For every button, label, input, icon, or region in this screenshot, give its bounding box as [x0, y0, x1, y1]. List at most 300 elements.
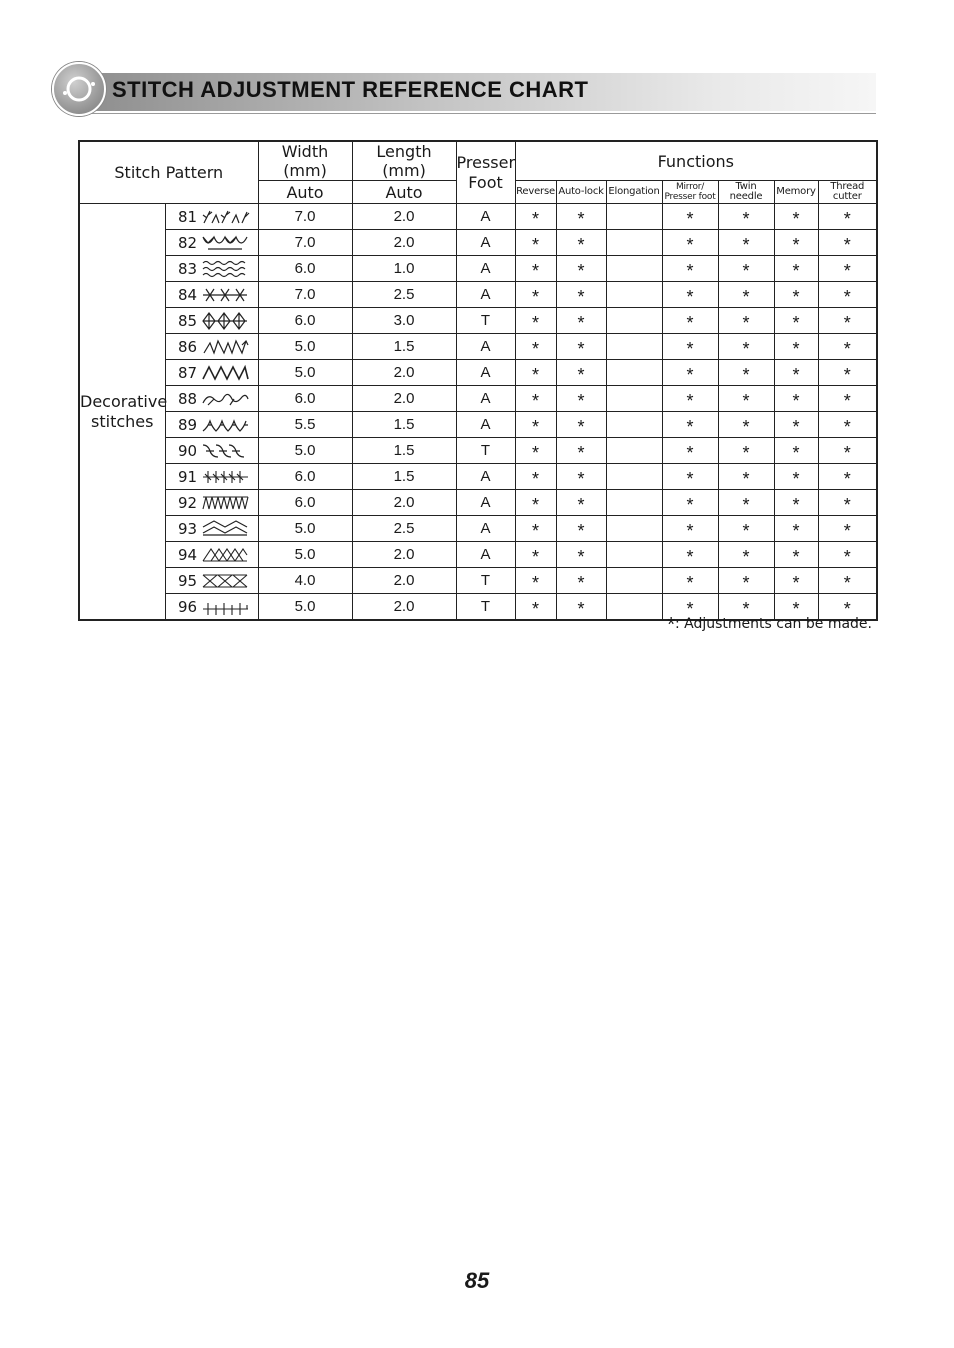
fn-mirror-cell: [662, 256, 718, 282]
pattern-cell: [165, 490, 258, 516]
fn-mirror-cell: [662, 568, 718, 594]
fn-twin-cell: [718, 308, 774, 334]
adjustable-mark: *: [532, 469, 540, 489]
adjustable-mark: *: [792, 521, 800, 541]
fn-thread-cell: [818, 464, 877, 490]
fn-memory-cell: [774, 490, 818, 516]
stitch-81-icon: [202, 207, 250, 227]
length-value: 2.0: [352, 542, 456, 568]
fn-mirror-label-1: Mirror/: [675, 182, 705, 192]
adjustable-mark: *: [742, 573, 750, 593]
width-value: 7.0: [258, 204, 352, 230]
presser-foot-value: T: [456, 308, 515, 334]
fn-memory-cell: [774, 412, 818, 438]
table-row: [79, 386, 877, 412]
presser-foot-value: T: [456, 594, 515, 621]
fn-thread-cell: [818, 490, 877, 516]
adjustable-mark: *: [577, 469, 585, 489]
adjustable-mark: *: [843, 209, 851, 229]
fn-thread-cell: [818, 412, 877, 438]
adjustable-mark: *: [843, 235, 851, 255]
adjustable-mark: *: [686, 417, 694, 437]
fn-reverse-cell: [515, 542, 556, 568]
fn-twin-cell: [718, 568, 774, 594]
width-value: 6.0: [258, 256, 352, 282]
fn-mirror-cell: [662, 282, 718, 308]
fn-elongation-cell: [606, 516, 662, 542]
width-value: 5.0: [258, 334, 352, 360]
adjustable-mark: *: [686, 521, 694, 541]
fn-elongation-cell: [606, 334, 662, 360]
fn-autolock-cell: [556, 204, 606, 230]
fn-memory-cell: [774, 334, 818, 360]
fn-autolock-cell: [556, 360, 606, 386]
adjustable-mark: *: [532, 209, 540, 229]
fn-reverse-cell: [515, 334, 556, 360]
adjustable-mark: *: [686, 261, 694, 281]
category-label-1: Decorative: [80, 391, 168, 411]
fn-memory-cell: [774, 464, 818, 490]
presser-foot-value: T: [456, 568, 515, 594]
presser-foot-value: A: [456, 256, 515, 282]
adjustable-mark: *: [532, 339, 540, 359]
footnote: [667, 613, 872, 636]
fn-mirror-cell: [662, 230, 718, 256]
pattern-number: 94: [177, 545, 198, 564]
presser-foot-header: [456, 141, 515, 204]
stitch-94-icon: [202, 545, 250, 565]
presser-foot-value: A: [456, 542, 515, 568]
adjustable-mark: *: [843, 573, 851, 593]
adjustable-mark: *: [577, 573, 585, 593]
adjustable-mark: *: [577, 599, 585, 619]
fn-memory-cell: [774, 516, 818, 542]
adjustable-mark: *: [843, 339, 851, 359]
presser-dial-icon: [52, 62, 106, 116]
adjustable-mark: *: [532, 365, 540, 385]
width-value: 5.0: [258, 516, 352, 542]
fn-thread-cell: [818, 256, 877, 282]
fn-elongation-cell: [606, 438, 662, 464]
adjustable-mark: *: [532, 521, 540, 541]
fn-reverse-cell: [515, 256, 556, 282]
fn-elongation-cell: [606, 230, 662, 256]
adjustable-mark: *: [792, 443, 800, 463]
stitch-pattern-header: Stitch Pattern: [79, 141, 258, 204]
adjustable-mark: *: [792, 209, 800, 229]
fn-reverse-cell: [515, 386, 556, 412]
length-value: 2.0: [352, 204, 456, 230]
pattern-number: 92: [177, 493, 198, 512]
fn-memory-cell: [774, 230, 818, 256]
stitch-82-icon: [202, 233, 250, 253]
fn-mirror-cell: [662, 542, 718, 568]
pattern-cell: [165, 360, 258, 386]
length-header: Length (mm): [352, 141, 456, 181]
table-row: [79, 412, 877, 438]
adjustable-mark: *: [843, 261, 851, 281]
fn-twin-cell: [718, 386, 774, 412]
page-number: 85: [464, 1268, 490, 1293]
adjustable-mark: *: [532, 391, 540, 411]
adjustable-mark: *: [792, 495, 800, 515]
width-header: Width (mm): [258, 141, 352, 181]
fn-elongation-cell: [606, 594, 662, 621]
fn-elongation-cell: [606, 568, 662, 594]
length-value: 2.0: [352, 230, 456, 256]
pattern-number: 82: [177, 233, 198, 252]
adjustable-mark: *: [686, 209, 694, 229]
length-value: 2.0: [352, 360, 456, 386]
table-row: [79, 438, 877, 464]
fn-twin-cell: [718, 542, 774, 568]
table-row: [79, 256, 877, 282]
adjustable-mark: *: [742, 235, 750, 255]
category-label-2: stitches: [91, 411, 154, 431]
fn-reverse-cell: [515, 308, 556, 334]
fn-mirror-cell: [662, 204, 718, 230]
adjustable-mark: *: [577, 313, 585, 333]
table-row: [79, 542, 877, 568]
fn-autolock-cell: [556, 568, 606, 594]
adjustable-mark: *: [742, 209, 750, 229]
fn-thread-cell: [818, 334, 877, 360]
adjustable-mark: *: [792, 599, 800, 619]
fn-thread-header: Thread cutter: [818, 181, 877, 204]
length-value: 2.0: [352, 386, 456, 412]
adjustable-mark: *: [686, 287, 694, 307]
stitch-83-icon: [202, 259, 250, 279]
adjustable-mark: *: [686, 495, 694, 515]
adjustable-mark: *: [532, 261, 540, 281]
fn-twin-cell: [718, 204, 774, 230]
width-value: 6.0: [258, 464, 352, 490]
table-row: [79, 360, 877, 386]
adjustable-mark: *: [792, 287, 800, 307]
fn-memory-cell: [774, 542, 818, 568]
table-row: [79, 334, 877, 360]
adjustable-mark: *: [843, 365, 851, 385]
fn-twin-cell: [718, 360, 774, 386]
adjustable-mark: *: [843, 391, 851, 411]
pattern-cell: [165, 230, 258, 256]
adjustable-mark: *: [843, 495, 851, 515]
width-value: 7.0: [258, 282, 352, 308]
fn-elongation-cell: [606, 256, 662, 282]
fn-memory-cell: [774, 568, 818, 594]
pattern-number: 87: [177, 363, 198, 382]
width-value: 5.0: [258, 438, 352, 464]
fn-memory-header: Memory: [774, 181, 818, 204]
fn-autolock-cell: [556, 542, 606, 568]
adjustable-mark: *: [532, 235, 540, 255]
adjustable-mark: *: [792, 235, 800, 255]
width-auto: Auto: [258, 181, 352, 204]
fn-reverse-cell: [515, 438, 556, 464]
length-value: 1.5: [352, 438, 456, 464]
stitch-chart-table: [78, 140, 878, 621]
table-row: [79, 282, 877, 308]
pattern-cell: [165, 256, 258, 282]
fn-mirror-header: [662, 181, 718, 204]
pattern-number: 83: [177, 259, 198, 278]
stitch-92-icon: [202, 493, 250, 513]
pattern-number: 86: [177, 337, 198, 356]
pattern-cell: [165, 412, 258, 438]
adjustable-mark: *: [577, 287, 585, 307]
presser-foot-value: A: [456, 360, 515, 386]
stitch-84-icon: [202, 285, 250, 305]
adjustable-mark: *: [532, 313, 540, 333]
fn-twin-cell: [718, 464, 774, 490]
fn-elongation-cell: [606, 204, 662, 230]
section-header: [52, 62, 876, 114]
fn-memory-cell: [774, 386, 818, 412]
page-title: STITCH ADJUSTMENT REFERENCE CHART: [112, 77, 589, 102]
fn-memory-cell: [774, 308, 818, 334]
adjustable-mark: *: [532, 417, 540, 437]
pattern-cell: [165, 204, 258, 230]
fn-reverse-cell: [515, 464, 556, 490]
fn-reverse-cell: [515, 594, 556, 621]
stitch-87-icon: [202, 363, 250, 383]
adjustable-mark: *: [742, 599, 750, 619]
adjustable-mark: *: [577, 547, 585, 567]
adjustable-mark: *: [577, 365, 585, 385]
fn-twin-cell: [718, 334, 774, 360]
adjustable-mark: *: [742, 443, 750, 463]
fn-twin-cell: [718, 516, 774, 542]
length-value: 2.0: [352, 490, 456, 516]
stitch-86-icon: [202, 337, 250, 357]
fn-mirror-cell: [662, 334, 718, 360]
adjustable-mark: *: [577, 495, 585, 515]
adjustable-mark: *: [742, 469, 750, 489]
width-value: 5.0: [258, 360, 352, 386]
adjustable-mark: *: [843, 313, 851, 333]
length-value: 1.0: [352, 256, 456, 282]
fn-autolock-cell: [556, 334, 606, 360]
adjustable-mark: *: [742, 521, 750, 541]
presser-foot-value: A: [456, 490, 515, 516]
pattern-number: 90: [177, 441, 198, 460]
table-row: [79, 230, 877, 256]
fn-elongation-header: Elongation: [606, 181, 662, 204]
stitch-93-icon: [202, 519, 250, 539]
adjustable-mark: *: [577, 443, 585, 463]
presser-foot-value: A: [456, 412, 515, 438]
pattern-number: 88: [177, 389, 198, 408]
fn-mirror-cell: [662, 412, 718, 438]
length-value: 2.5: [352, 516, 456, 542]
width-value: 5.0: [258, 594, 352, 621]
fn-elongation-cell: [606, 360, 662, 386]
fn-mirror-cell: [662, 464, 718, 490]
adjustable-mark: *: [686, 573, 694, 593]
pattern-number: 85: [177, 311, 198, 330]
width-value: 5.5: [258, 412, 352, 438]
fn-twin-cell: [718, 256, 774, 282]
fn-memory-cell: [774, 204, 818, 230]
pattern-cell: [165, 568, 258, 594]
stitch-91-icon: [202, 467, 250, 487]
fn-elongation-cell: [606, 412, 662, 438]
adjustable-mark: *: [577, 417, 585, 437]
adjustable-mark: *: [792, 261, 800, 281]
fn-autolock-header: Auto-lock: [556, 181, 606, 204]
fn-autolock-cell: [556, 516, 606, 542]
fn-memory-cell: [774, 282, 818, 308]
adjustable-mark: *: [532, 495, 540, 515]
length-value: 1.5: [352, 464, 456, 490]
adjustable-mark: *: [742, 495, 750, 515]
length-value: 1.5: [352, 412, 456, 438]
stitch-rows: [79, 204, 877, 621]
length-value: 2.0: [352, 594, 456, 621]
adjustable-mark: *: [686, 313, 694, 333]
fn-thread-cell: [818, 542, 877, 568]
pattern-cell: [165, 464, 258, 490]
fn-thread-cell: [818, 204, 877, 230]
fn-elongation-cell: [606, 282, 662, 308]
fn-twin-cell: [718, 438, 774, 464]
pattern-cell: [165, 438, 258, 464]
presser-label: Presser: [456, 152, 516, 172]
header-rule: [72, 113, 876, 114]
footnote-text: : Adjustments can be made.: [674, 616, 872, 632]
table-row: [79, 568, 877, 594]
fn-elongation-cell: [606, 542, 662, 568]
length-auto: Auto: [352, 181, 456, 204]
fn-twin-header: Twin needle: [718, 181, 774, 204]
pattern-number: 91: [177, 467, 198, 486]
adjustable-mark: *: [532, 287, 540, 307]
fn-mirror-cell: [662, 308, 718, 334]
fn-twin-cell: [718, 490, 774, 516]
header-row-1: [79, 141, 877, 181]
adjustable-mark: *: [532, 599, 540, 619]
presser-foot-value: A: [456, 282, 515, 308]
adjustable-mark: *: [686, 339, 694, 359]
adjustable-mark: *: [742, 261, 750, 281]
table-row: [79, 464, 877, 490]
footnote-star: *: [667, 614, 675, 636]
pattern-cell: [165, 282, 258, 308]
length-value: 2.5: [352, 282, 456, 308]
adjustable-mark: *: [577, 521, 585, 541]
fn-autolock-cell: [556, 438, 606, 464]
fn-elongation-cell: [606, 308, 662, 334]
table-row: [79, 516, 877, 542]
pattern-number: 84: [177, 285, 198, 304]
stitch-90-icon: [202, 441, 250, 461]
adjustable-mark: *: [742, 417, 750, 437]
adjustable-mark: *: [742, 339, 750, 359]
adjustable-mark: *: [843, 469, 851, 489]
functions-header: Functions: [515, 141, 877, 181]
adjustable-mark: *: [686, 547, 694, 567]
fn-memory-cell: [774, 360, 818, 386]
fn-thread-cell: [818, 282, 877, 308]
presser-foot-value: A: [456, 334, 515, 360]
adjustable-mark: *: [792, 313, 800, 333]
fn-autolock-cell: [556, 464, 606, 490]
fn-autolock-cell: [556, 308, 606, 334]
fn-mirror-label-2: Presser foot: [664, 192, 716, 202]
adjustable-mark: *: [686, 365, 694, 385]
pattern-cell: [165, 516, 258, 542]
fn-thread-cell: [818, 308, 877, 334]
adjustable-mark: *: [843, 599, 851, 619]
category-cell: [79, 204, 168, 621]
adjustable-mark: *: [843, 521, 851, 541]
fn-thread-cell: [818, 360, 877, 386]
fn-reverse-cell: [515, 282, 556, 308]
fn-reverse-cell: [515, 490, 556, 516]
presser-foot-value: A: [456, 230, 515, 256]
adjustable-mark: *: [843, 443, 851, 463]
fn-autolock-cell: [556, 412, 606, 438]
fn-mirror-cell: [662, 386, 718, 412]
stitch-85-icon: [202, 311, 250, 331]
pattern-cell: [165, 542, 258, 568]
fn-thread-cell: [818, 516, 877, 542]
fn-autolock-cell: [556, 282, 606, 308]
fn-mirror-cell: [662, 490, 718, 516]
adjustable-mark: *: [792, 573, 800, 593]
fn-reverse-cell: [515, 360, 556, 386]
fn-autolock-cell: [556, 490, 606, 516]
fn-reverse-cell: [515, 204, 556, 230]
adjustable-mark: *: [792, 339, 800, 359]
adjustable-mark: *: [742, 391, 750, 411]
fn-elongation-cell: [606, 490, 662, 516]
presser-foot-value: A: [456, 516, 515, 542]
stitch-96-icon: [202, 597, 250, 617]
fn-reverse-cell: [515, 568, 556, 594]
width-value: 4.0: [258, 568, 352, 594]
fn-reverse-cell: [515, 516, 556, 542]
fn-reverse-header: Reverse: [515, 181, 556, 204]
presser-foot-value: A: [456, 386, 515, 412]
length-value: 1.5: [352, 334, 456, 360]
fn-autolock-cell: [556, 594, 606, 621]
adjustable-mark: *: [577, 339, 585, 359]
fn-mirror-cell: [662, 438, 718, 464]
pattern-cell: [165, 308, 258, 334]
stitch-88-icon: [202, 389, 250, 409]
adjustable-mark: *: [686, 391, 694, 411]
width-value: 6.0: [258, 490, 352, 516]
length-value: 2.0: [352, 568, 456, 594]
adjustable-mark: *: [843, 547, 851, 567]
width-value: 6.0: [258, 386, 352, 412]
stitch-89-icon: [202, 415, 250, 435]
adjustable-mark: *: [577, 235, 585, 255]
adjustable-mark: *: [686, 469, 694, 489]
foot-label: Foot: [468, 172, 503, 192]
adjustable-mark: *: [792, 391, 800, 411]
fn-elongation-cell: [606, 386, 662, 412]
pattern-cell: [165, 594, 258, 621]
table-row: [79, 490, 877, 516]
width-value: 7.0: [258, 230, 352, 256]
fn-memory-cell: [774, 438, 818, 464]
adjustable-mark: *: [577, 261, 585, 281]
pattern-cell: [165, 334, 258, 360]
adjustable-mark: *: [532, 443, 540, 463]
presser-foot-value: A: [456, 204, 515, 230]
